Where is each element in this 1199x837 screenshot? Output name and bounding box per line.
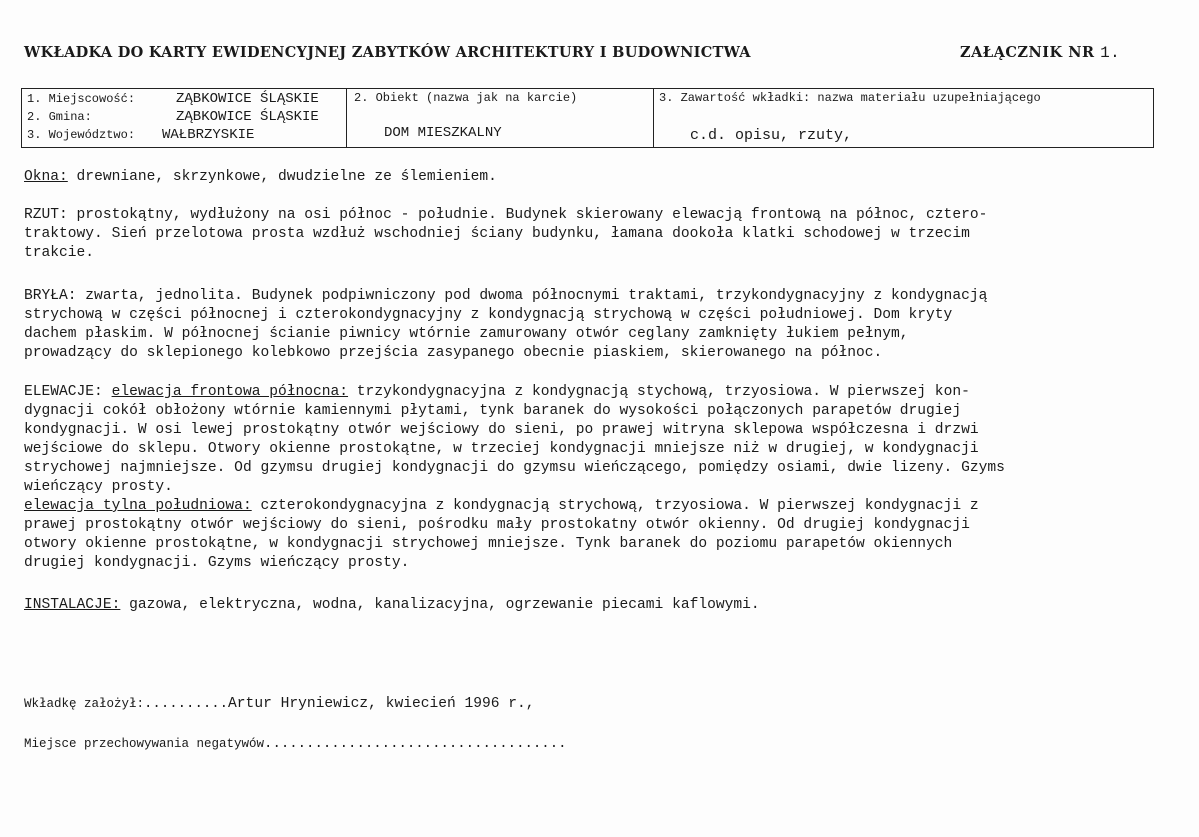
windows-heading: Okna:: [24, 169, 68, 185]
front-elevation-line: dygnacji cokół obłożony wtórnie kamiennymi płytami, tynk baranek do wysokości połączonych parapetów drugiej: [24, 403, 962, 419]
document-title: WKŁADKA DO KARTY EWIDENCYJNEJ ZABYTKÓW ARCHITEKTURY I BUDOWNICTWA: [24, 44, 751, 61]
elevations-section: [24, 383, 1164, 573]
installations-heading: INSTALACJE:: [24, 597, 121, 613]
storage-label: Miejsce przechowywania negatywów: [24, 737, 265, 751]
plan-line: traktowy. Sień przelotowa prosta wzdłuż wschodniej ściany budynku, łamana dookoła klatki schodowej w trzecim: [24, 226, 970, 242]
info-divider-1: [346, 89, 347, 147]
windows-section: [24, 168, 1164, 187]
mass-line: strychową w części północnej i czterokondygnacyjny z kondygnacją strychową w części południowej. Dom kryty: [24, 307, 953, 323]
installations-section: [24, 596, 1164, 615]
object-label: 2. Obiekt (nazwa jak na karcie): [354, 91, 578, 105]
front-elevation-heading: elewacja frontowa północna:: [111, 384, 349, 400]
place-label: 1. Miejscowość:: [27, 92, 136, 106]
front-elevation-first-line: [24, 383, 1164, 402]
mass-section: [24, 287, 1164, 363]
plan-section: [24, 206, 1164, 263]
info-box: [21, 88, 1154, 148]
object-value: DOM MIESZKALNY: [384, 125, 502, 141]
rear-elevation-heading: elewacja tylna południowa:: [24, 498, 252, 514]
content-label: 3. Zawartość wkładki: nazwa materiału uzupełniającego: [659, 91, 1041, 105]
front-elevation-line: kondygnacji. W osi lewej prostokątny otwór wejściowy do sieni, po prawej witryna sklepowa współczesna i drzwi: [24, 422, 979, 438]
mass-line: BRYŁA: zwarta, jednolita. Budynek podpiwniczony pod dwoma północnymi traktami, trzykondygnacyjny z kondygnacją: [24, 288, 988, 304]
storage-line: [24, 734, 567, 752]
rear-elevation-line: otwory okienne prostokątne, w kondygnacji strychowej mniejsze. Tynk baranek do poziomu parapetów okiennych: [24, 536, 953, 552]
author-label: Wkładkę założył:: [24, 697, 145, 711]
place-value: ZĄBKOWICE ŚLĄSKIE: [176, 91, 319, 107]
mass-line: dachem płaskim. W północnej ścianie piwnicy wtórnie zamurowany otwór ceglany zamknięty łukiem pełnym,: [24, 326, 909, 342]
storage-dots: ....................................: [264, 736, 567, 752]
plan-line: RZUT: prostokątny, wydłużony na osi północ - południe. Budynek skierowany elewacją frontową na północ, cztero-: [24, 207, 988, 223]
rear-elevation-first-line: [24, 497, 1164, 516]
author-line: [24, 694, 535, 712]
annex-label-text: ZAŁĄCZNIK NR: [960, 44, 1095, 61]
rear-elevation-line: prawej prostokątny otwór wejściowy do sieni, pośrodku mały prostokatny otwór okienny. Od drugiej kondygnacji: [24, 517, 970, 533]
rear-elevation-line: drugiej kondygnacji. Gzyms wieńczący prosty.: [24, 555, 410, 571]
commune-value: ZĄBKOWICE ŚLĄSKIE: [176, 109, 319, 125]
content-value: c.d. opisu, rzuty,: [690, 127, 853, 144]
info-divider-2: [653, 89, 654, 147]
front-elevation-line: wieńczący prosty.: [24, 479, 173, 495]
author-value: Artur Hryniewicz, kwiecień 1996 r.,: [228, 696, 535, 712]
front-elevation-first: trzykondygnacyjna z kondygnacją stychową, trzyosiowa. W pierwszej kon-: [348, 384, 970, 400]
front-elevation-line: wejściowe do sklepu. Otwory okienne prostokątne, w trzeciej kondygnacji mniejsze niż w drugiej, w kondygnacji: [24, 441, 979, 457]
annex-number: 1.: [1100, 44, 1121, 62]
elevations-prefix: ELEWACJE:: [24, 384, 112, 400]
commune-label: 2. Gmina:: [27, 110, 92, 124]
author-dots: ..........: [144, 696, 229, 712]
windows-text: drewniane, skrzynkowe, dwudzielne ze ślemieniem.: [67, 169, 497, 185]
annex-label: [960, 44, 1120, 62]
front-elevation-line: strychowej najmniejsze. Od gzymsu drugiej kondygnacji do gzymsu wieńczącego, pomiędzy osiami, dwie lizeny. Gzyms: [24, 460, 1005, 476]
installations-text: gazowa, elektryczna, wodna, kanalizacyjna, ogrzewanie piecami kaflowymi.: [120, 597, 760, 613]
plan-line: trakcie.: [24, 245, 95, 261]
rear-elevation-first: czterokondygnacyjna z kondygnacją strychową, trzyosiowa. W pierwszej kondygnacji z: [251, 498, 979, 514]
mass-line: prowadzący do sklepionego kolebkowo przejścia zasypanego obecnie piaskiem, skierowanego na północ.: [24, 345, 883, 361]
voivodeship-label: 3. Województwo:: [27, 128, 136, 142]
voivodeship-value: WAŁBRZYSKIE: [162, 127, 255, 143]
